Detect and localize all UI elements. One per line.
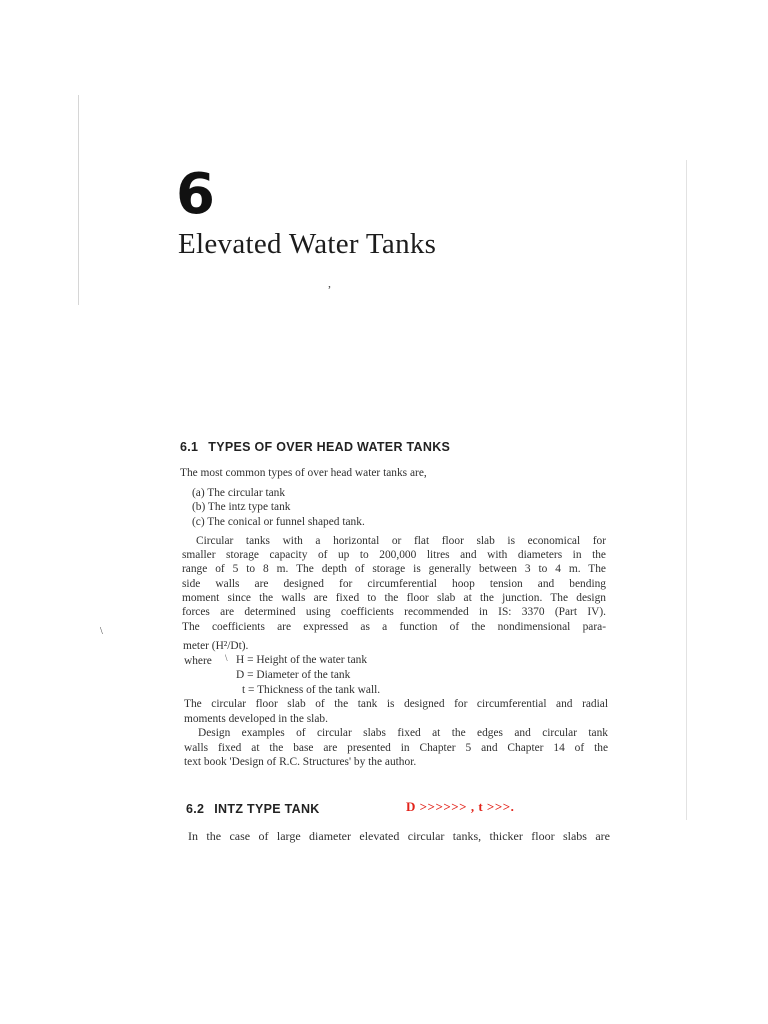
where-label: where [184,655,212,667]
paragraph-line: meter (H²/Dt). [183,640,249,652]
section-number: 6.1 [180,440,199,454]
paragraph-line: moments developed in the slab. [184,713,328,725]
section-6-2-heading [186,802,320,816]
definition-item: H = Height of the water tank [236,654,368,666]
margin-mark: \ [100,626,103,637]
scan-edge-left [78,95,79,305]
section-intro: The most common types of over head water tanks are, [180,467,427,479]
paragraph-line: Design examples of circular slabs fixed at the edges and circular tank [198,727,608,739]
chapter-title: Elevated Water Tanks [178,228,437,260]
list-item: (b) The intz type tank [192,501,291,513]
paragraph-line: The coefficients are expressed as a function of the nondimensional para- [182,621,606,633]
paragraph-line: moment since the walls are fixed to the floor slab at the junction. The design [182,592,606,604]
chapter-number: 6 [176,162,214,227]
pen-mark: , [328,276,331,290]
paragraph-line: smaller storage capacity of up to 200,000 litres and with diameters in the [182,549,606,561]
section-title: INTZ TYPE TANK [214,802,320,816]
section-6-1-heading [180,440,450,454]
section-title: TYPES OF OVER HEAD WATER TANKS [208,440,451,454]
paragraph-line: walls fixed at the base are presented in Chapter 5 and Chapter 14 of the [184,742,608,754]
paragraph-line: text book 'Design of R.C. Structures' by the author. [184,756,417,768]
paragraph-line: In the case of large diameter elevated circular tanks, thicker floor slabs are [188,829,610,843]
paragraph-line: range of 5 to 8 m. The depth of storage is generally between 3 to 4 m. The [182,563,606,575]
scan-edge-right [686,160,687,820]
definition-item: t = Thickness of the tank wall. [242,684,381,696]
list-item: (a) The circular tank [192,487,286,499]
paragraph-line: side walls are designed for circumferential hoop tension and bending [182,578,606,590]
paragraph-line: Circular tanks with a horizontal or flat floor slab is economical for [196,535,606,547]
paragraph-line: forces are determined using coefficients recommended in IS: 3370 (Part IV). [182,606,606,618]
red-annotation: D >>>>>> , t >>>. [406,799,515,814]
list-item: (c) The conical or funnel shaped tank. [192,516,365,528]
margin-mark: \ [225,653,228,663]
section-number: 6.2 [186,802,205,816]
paragraph-line: The circular floor slab of the tank is designed for circumferential and radial [184,698,608,710]
definition-item: D = Diameter of the tank [236,669,351,681]
